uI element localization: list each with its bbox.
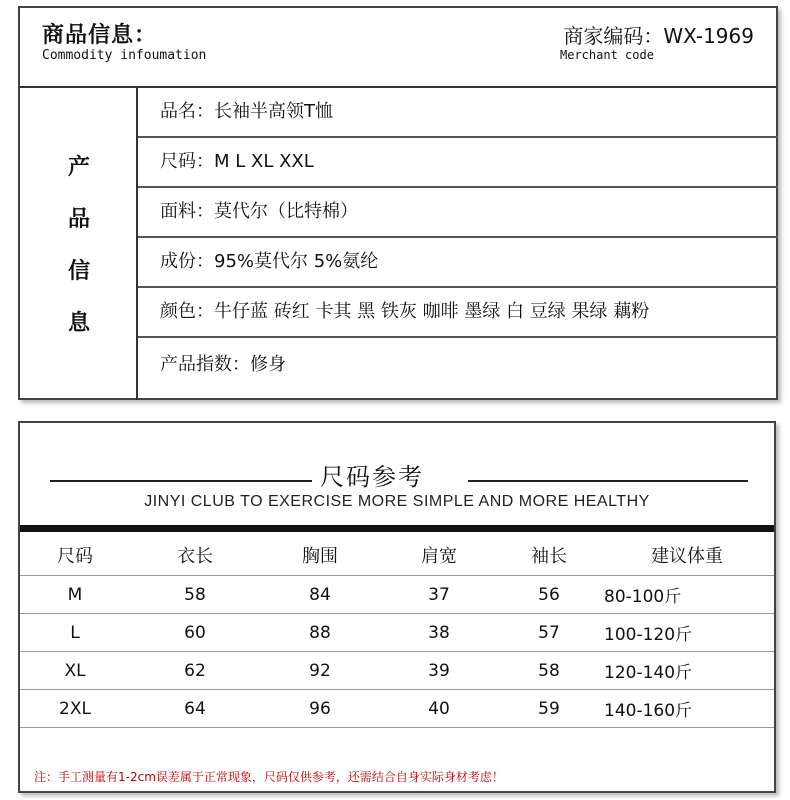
table-cell: 62 (130, 652, 260, 690)
side-label-char: 品 (68, 207, 91, 232)
size-table (20, 535, 774, 728)
table-cell: 40 (380, 690, 498, 728)
table-cell: 80-100斤 (600, 576, 774, 614)
table-row (20, 614, 774, 652)
info-row-fabric: 面料：莫代尔（比特棉） (138, 188, 778, 238)
info-subtitle: Commodity infoumation (42, 48, 207, 63)
table-cell: 140-160斤 (600, 690, 774, 728)
size-table-header (20, 535, 774, 576)
table-cell: 56 (498, 576, 600, 614)
table-cell: 57 (498, 614, 600, 652)
table-cell: 59 (498, 690, 600, 728)
table-cell: 92 (260, 652, 380, 690)
table-cell: 37 (380, 576, 498, 614)
info-title: 商品信息： (42, 23, 158, 48)
table-cell: 58 (130, 576, 260, 614)
info-row-composition: 成份：95%莫代尔 5%氨纶 (138, 238, 778, 288)
merchant-code-subtitle: Merchant code (560, 48, 654, 62)
header-cell: 衣长 (130, 535, 260, 576)
merchant-code: 商家编码：WX-1969 (563, 24, 754, 48)
side-label (20, 88, 138, 400)
table-cell: 60 (130, 614, 260, 652)
table-cell: 96 (260, 690, 380, 728)
table-cell: 64 (130, 690, 260, 728)
divider-bar (20, 525, 774, 532)
table-cell: M (20, 576, 130, 614)
table-cell: 88 (260, 614, 380, 652)
table-cell: XL (20, 652, 130, 690)
product-info-card (18, 6, 778, 400)
measurement-note: 注：手工测量有1-2cm误差属于正常现象，尺码仅供参考，还需结合自身实际身材考虑！ (34, 770, 504, 784)
table-cell: 2XL (20, 690, 130, 728)
side-label-char: 信 (68, 259, 91, 284)
info-row-colors: 颜色：牛仔蓝 砖红 卡其 黑 铁灰 咖啡 墨绿 白 豆绿 果绿 藕粉 (138, 288, 778, 338)
side-label-char: 息 (68, 311, 91, 336)
table-cell: L (20, 614, 130, 652)
title-rule-right (468, 480, 748, 482)
header-cell: 肩宽 (380, 535, 498, 576)
table-cell: 38 (380, 614, 498, 652)
info-row-sizes: 尺码：M L XL XXL (138, 138, 778, 188)
table-row (20, 690, 774, 728)
size-section-title: 尺码参考 (320, 463, 424, 491)
table-cell: 100-120斤 (600, 614, 774, 652)
table-row (20, 576, 774, 614)
title-rule-left (50, 480, 312, 482)
table-cell: 39 (380, 652, 498, 690)
table-cell: 84 (260, 576, 380, 614)
size-reference-card (18, 421, 776, 793)
slogan: JINYI CLUB TO EXERCISE MORE SIMPLE AND MORE HEALTHY (144, 493, 650, 510)
info-row-fit: 产品指数：修身 (160, 354, 286, 375)
table-cell: 58 (498, 652, 600, 690)
header-cell: 尺码 (20, 535, 130, 576)
table-row (20, 652, 774, 690)
header-cell: 胸围 (260, 535, 380, 576)
header-cell: 袖长 (498, 535, 600, 576)
info-header (20, 8, 776, 88)
info-rows (138, 88, 778, 392)
header-cell: 建议体重 (600, 535, 774, 576)
table-cell: 120-140斤 (600, 652, 774, 690)
side-label-char: 产 (68, 155, 91, 180)
info-row-name: 品名：长袖半高领T恤 (138, 88, 778, 138)
